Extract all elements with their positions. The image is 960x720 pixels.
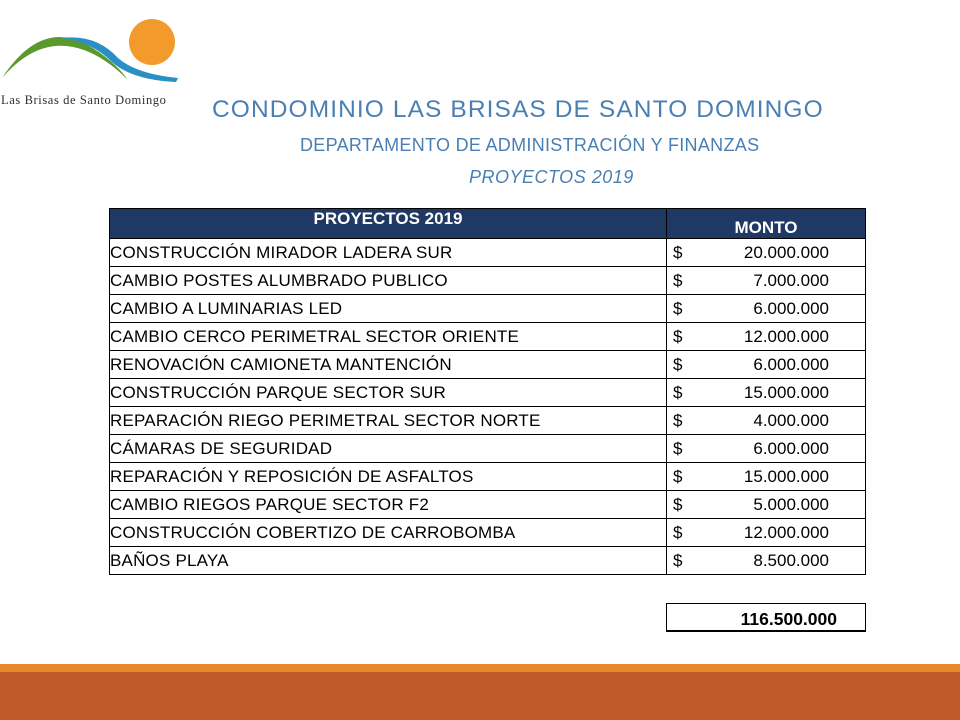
total-amount: 116.500.000 [740,609,837,629]
table-row [110,547,866,575]
currency-symbol: $ [673,299,683,318]
project-amount: 20.000.000 [743,243,829,262]
project-name: REPARACIÓN Y REPOSICIÓN DE ASFALTOS [110,463,667,491]
project-name: RENOVACIÓN CAMIONETA MANTENCIÓN [110,351,667,379]
footer-bar [0,672,960,720]
currency-symbol: $ [673,271,683,290]
project-name: BAÑOS PLAYA [110,547,667,575]
project-amount-cell [667,519,866,547]
project-amount-cell [667,379,866,407]
project-amount: 7.000.000 [753,271,829,290]
project-amount-cell [667,295,866,323]
project-name: CONSTRUCCIÓN PARQUE SECTOR SUR [110,379,667,407]
project-amount-cell [667,267,866,295]
project-amount-cell [667,239,866,267]
project-amount: 6.000.000 [753,299,829,318]
page-title: CONDOMINIO LAS BRISAS DE SANTO DOMINGO [212,96,824,123]
table-row [110,267,866,295]
logo-text: Las Brisas de Santo Domingo [1,93,167,107]
project-amount-cell [667,351,866,379]
project-amount: 6.000.000 [753,439,829,458]
total-box [666,603,866,632]
table-row [110,323,866,351]
table-row [110,463,866,491]
section-title: PROYECTOS 2019 [469,167,634,187]
project-name: CAMBIO CERCO PERIMETRAL SECTOR ORIENTE [110,323,667,351]
project-amount: 15.000.000 [743,467,829,486]
currency-symbol: $ [673,551,683,570]
project-amount-cell [667,463,866,491]
currency-symbol: $ [673,327,683,346]
project-name: CAMBIO RIEGOS PARQUE SECTOR F2 [110,491,667,519]
project-amount-cell [667,407,866,435]
column-header-amount: MONTO [667,209,866,239]
project-amount: 4.000.000 [753,411,829,430]
logo-graphic [0,8,185,98]
table-row [110,351,866,379]
project-amount-cell [667,435,866,463]
currency-symbol: $ [673,411,683,430]
table-row [110,295,866,323]
project-amount: 15.000.000 [743,383,829,402]
project-amount-cell [667,491,866,519]
table-row [110,239,866,267]
logo [0,8,185,107]
project-amount-cell [667,323,866,351]
project-name: CAMBIO POSTES ALUMBRADO PUBLICO [110,267,667,295]
project-amount-cell [667,547,866,575]
project-name: REPARACIÓN RIEGO PERIMETRAL SECTOR NORTE [110,407,667,435]
project-amount: 8.500.000 [753,551,829,570]
currency-symbol: $ [673,439,683,458]
currency-symbol: $ [673,383,683,402]
table-header-row [110,209,866,239]
table-row [110,519,866,547]
table-row [110,407,866,435]
project-amount: 5.000.000 [753,495,829,514]
currency-symbol: $ [673,243,683,262]
table-row [110,379,866,407]
table-row [110,491,866,519]
currency-symbol: $ [673,523,683,542]
currency-symbol: $ [673,355,683,374]
project-name: CONSTRUCCIÓN COBERTIZO DE CARROBOMBA [110,519,667,547]
project-amount: 12.000.000 [743,523,829,542]
currency-symbol: $ [673,467,683,486]
logo-sun-icon [129,19,175,65]
projects-table [109,208,866,575]
table-row [110,435,866,463]
project-name: CONSTRUCCIÓN MIRADOR LADERA SUR [110,239,667,267]
footer-accent-bar [0,664,960,672]
project-amount: 12.000.000 [743,327,829,346]
project-name: CAMBIO A LUMINARIAS LED [110,295,667,323]
column-header-projects: PROYECTOS 2019 [110,209,667,239]
project-amount: 6.000.000 [753,355,829,374]
currency-symbol: $ [673,495,683,514]
department-subtitle: DEPARTAMENTO DE ADMINISTRACIÓN Y FINANZAS [300,135,760,155]
project-name: CÁMARAS DE SEGURIDAD [110,435,667,463]
